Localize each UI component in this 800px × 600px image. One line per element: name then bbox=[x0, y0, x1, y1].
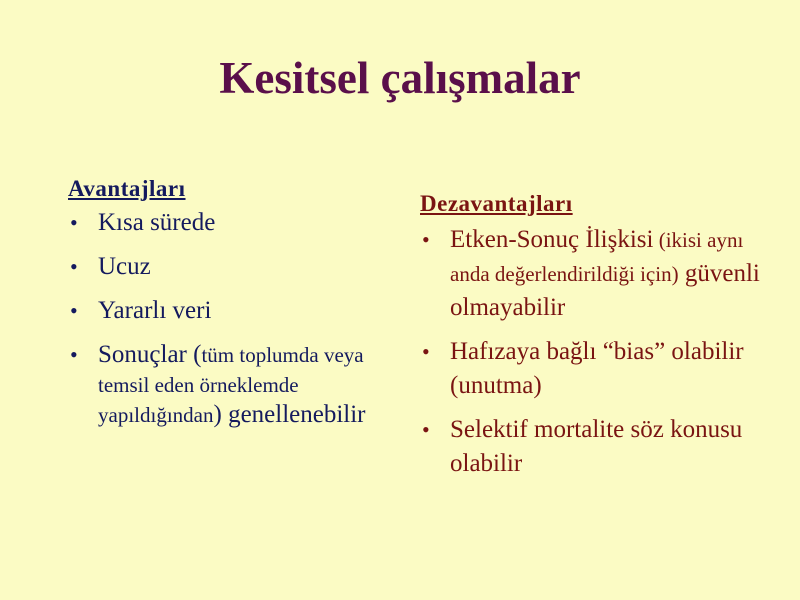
list-item bbox=[68, 208, 398, 238]
item-text: Sonuçlar bbox=[98, 341, 187, 368]
bullet-icon: • bbox=[70, 298, 78, 323]
list-item bbox=[68, 340, 398, 430]
item-tail: güvenli olmayabilir bbox=[450, 260, 760, 321]
bullet-icon: • bbox=[70, 210, 78, 235]
item-note: tüm toplumda veya temsil eden örneklemde yapıldığından bbox=[98, 343, 364, 427]
item-tail: genellenebilir bbox=[221, 401, 366, 428]
list-item bbox=[420, 335, 780, 403]
item-note: ikisi aynı anda değerlendirildiği için bbox=[450, 228, 744, 286]
item-text: Hafızaya bağlı “bias” olabilir (unutma) bbox=[450, 338, 744, 399]
item-paren-close: ) bbox=[671, 262, 679, 286]
item-paren-open: ( bbox=[653, 228, 666, 252]
list-item bbox=[68, 252, 398, 282]
item-text: Etken-Sonuç İlişkisi bbox=[450, 226, 654, 253]
bullet-icon: • bbox=[422, 417, 430, 442]
list-item bbox=[68, 296, 398, 326]
advantages-column bbox=[68, 176, 398, 444]
bullet-icon: • bbox=[422, 227, 430, 252]
list-item bbox=[420, 413, 780, 481]
disadvantages-list bbox=[420, 223, 780, 481]
item-paren-open: ( bbox=[186, 341, 202, 368]
advantages-list bbox=[68, 208, 398, 430]
slide-title: Kesitsel çalışmalar bbox=[219, 53, 581, 103]
list-item bbox=[420, 223, 780, 325]
disadvantages-column bbox=[420, 191, 780, 491]
item-text: Selektif mortalite söz konusu olabilir bbox=[450, 416, 743, 477]
item-paren-close: ) bbox=[213, 401, 222, 428]
item-text: Ucuz bbox=[98, 253, 151, 280]
disadvantages-heading: Dezavantajları bbox=[420, 191, 573, 216]
advantages-heading: Avantajları bbox=[68, 176, 186, 201]
bullet-icon: • bbox=[70, 254, 78, 279]
item-text: Yararlı veri bbox=[98, 297, 212, 324]
bullet-icon: • bbox=[70, 342, 78, 367]
item-text: Kısa sürede bbox=[98, 209, 216, 236]
bullet-icon: • bbox=[422, 339, 430, 364]
